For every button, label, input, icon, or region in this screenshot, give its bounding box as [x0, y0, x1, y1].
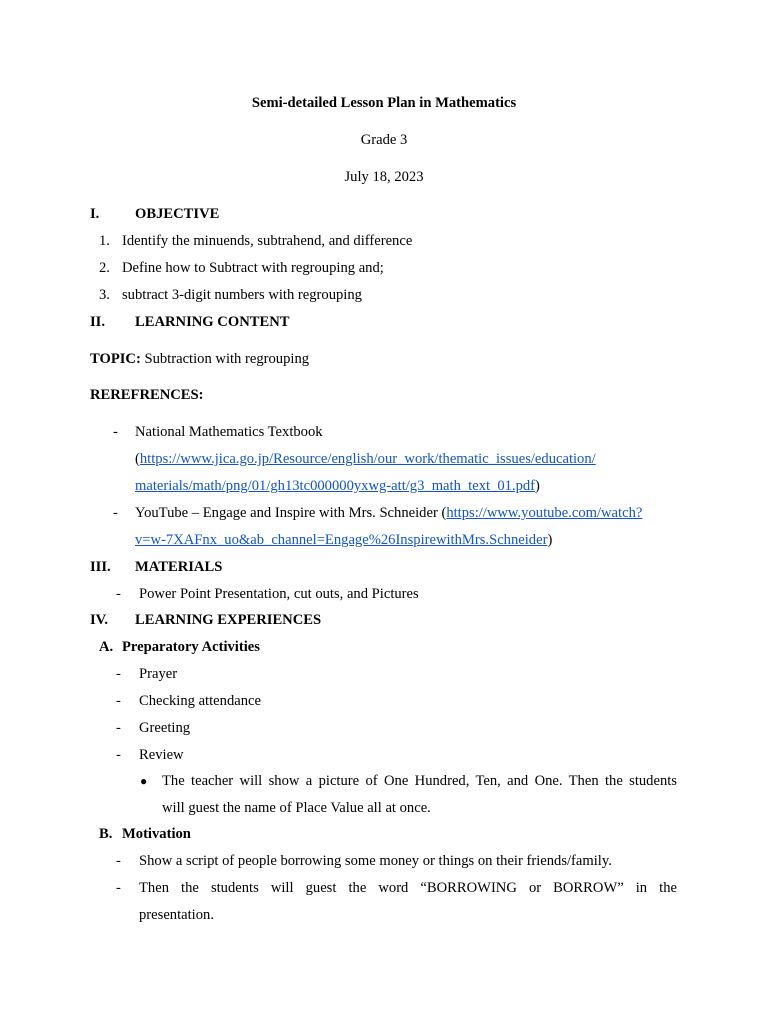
list-dash: -	[116, 880, 121, 896]
motivation-item: Show a script of people borrowing some money or things on their friends/family.	[139, 853, 612, 869]
preparatory-item: Prayer	[139, 666, 178, 682]
section-numeral-learning-content: II.	[90, 314, 106, 330]
open-paren: (	[135, 451, 140, 467]
references-label: REREFRENCES:	[90, 387, 204, 403]
list-dash: -	[116, 666, 121, 682]
bullet-dot-icon: ●	[140, 774, 148, 788]
topic-text: Subtraction with regrouping	[140, 351, 310, 367]
textbook-link[interactable]: https://www.jica.go.jp/Resource/english/our_work/thematic_issues/education/	[139, 451, 596, 467]
motivation-item: Then the students will guest the word “BORROWING or BORROW” in the	[139, 880, 677, 896]
youtube-link[interactable]: https://www.youtube.com/watch?	[446, 505, 643, 521]
reference-link-line	[135, 477, 540, 495]
objective-number: 3.	[99, 287, 110, 303]
objective-number: 2.	[99, 260, 110, 276]
section-heading-learning-content: LEARNING CONTENT	[135, 314, 290, 330]
section-numeral-objective: I.	[90, 206, 100, 222]
list-dash: -	[116, 853, 121, 869]
subsection-heading-motivation: Motivation	[122, 826, 191, 842]
close-paren: )	[547, 532, 553, 548]
document-title: Semi-detailed Lesson Plan in Mathematics	[251, 95, 517, 111]
reference-link-line	[135, 450, 596, 468]
section-numeral-materials: III.	[90, 559, 111, 575]
reference-title: National Mathematics Textbook	[135, 424, 323, 440]
reference-dash: -	[113, 505, 118, 521]
objective-item: Identify the minuends, subtrahend, and difference	[122, 233, 413, 249]
topic-label: TOPIC:	[90, 351, 141, 367]
objective-item: subtract 3-digit numbers with regrouping	[122, 287, 362, 303]
youtube-reference-text: YouTube – Engage and Inspire with Mrs. Schneider (	[135, 505, 447, 521]
grade-level: Grade 3	[360, 132, 408, 148]
subsection-heading-preparatory: Preparatory Activities	[122, 639, 260, 655]
review-description-continued: will guest the name of Place Value all at once.	[162, 800, 431, 816]
reference-youtube-line	[135, 504, 642, 522]
close-paren: )	[535, 478, 540, 494]
topic-line	[90, 350, 309, 368]
youtube-link-continued[interactable]: v=w-7XAFnx_uo&ab_channel=Engage%26InspirewithMrs.Schneider	[135, 532, 548, 548]
preparatory-item: Checking attendance	[139, 693, 261, 709]
section-numeral-learning-experiences: IV.	[90, 612, 108, 628]
objective-number: 1.	[99, 233, 110, 249]
materials-item: Power Point Presentation, cut outs, and Pictures	[139, 586, 419, 602]
preparatory-item: Review	[139, 747, 184, 763]
objective-item: Define how to Subtract with regrouping and;	[122, 260, 384, 276]
section-heading-learning-experiences: LEARNING EXPERIENCES	[135, 612, 322, 628]
list-dash: -	[116, 586, 121, 602]
list-dash: -	[116, 720, 121, 736]
subsection-letter: B.	[99, 826, 113, 842]
list-dash: -	[116, 747, 121, 763]
motivation-item-continued: presentation.	[139, 907, 214, 923]
preparatory-item: Greeting	[139, 720, 191, 736]
section-heading-materials: MATERIALS	[135, 559, 223, 575]
textbook-link-continued[interactable]: materials/math/png/01/gh13tc000000yxwg-att/g3_math_text_01.pdf	[135, 478, 536, 494]
reference-dash: -	[113, 424, 118, 440]
subsection-letter: A.	[99, 639, 114, 655]
reference-link-line	[135, 531, 552, 549]
review-description: The teacher will show a picture of One Hundred, Ten, and One. Then the students	[162, 773, 677, 789]
lesson-date: July 18, 2023	[344, 169, 424, 185]
list-dash: -	[116, 693, 121, 709]
section-heading-objective: OBJECTIVE	[135, 206, 220, 222]
